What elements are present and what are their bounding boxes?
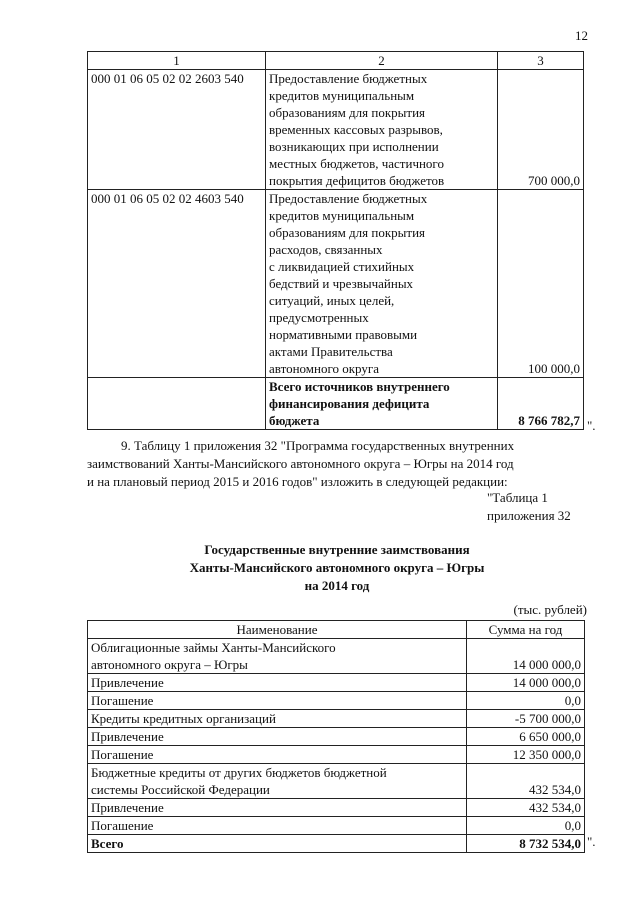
text-line: ситуаций, иных целей, xyxy=(269,293,395,308)
text-line: с ликвидацией стихийных xyxy=(269,259,415,274)
text-line: образованиям для покрытия xyxy=(269,105,426,120)
text-line: системы Российской Федерации xyxy=(91,782,270,797)
title-line: на 2014 год xyxy=(304,578,370,593)
row-amount: 100 000,0 xyxy=(498,190,584,378)
text-line: автономного округа xyxy=(269,361,379,376)
row-name xyxy=(88,764,467,799)
text-line: Всего источников внутреннего xyxy=(269,379,450,394)
column-header: Сумма на год xyxy=(467,621,585,639)
total-label xyxy=(266,378,498,430)
row-description xyxy=(266,190,498,378)
column-header: Наименование xyxy=(88,621,467,639)
table-row xyxy=(88,190,584,378)
text-line: актами Правительства xyxy=(269,344,393,359)
units-label: (тыс. рублей) xyxy=(513,602,587,617)
text-line: покрытия дефицитов бюджетов xyxy=(269,173,445,188)
table-row xyxy=(88,817,585,835)
table-header-row xyxy=(88,621,585,639)
total-amount: 8 732 534,0 xyxy=(467,835,585,853)
text-line: автономного округа – Югры xyxy=(91,657,248,672)
page-number: 12 xyxy=(575,28,588,43)
table-row xyxy=(88,70,584,190)
closing-quote: ". xyxy=(587,418,596,433)
text-line: местных бюджетов, частичного xyxy=(269,156,444,171)
table-total-row xyxy=(88,378,584,430)
table-row xyxy=(88,799,585,817)
column-header: 2 xyxy=(266,52,498,70)
text-line: кредитов муниципальным xyxy=(269,88,415,103)
text-line: Облигационные займы Ханты-Мансийского xyxy=(91,640,336,655)
text-line: бедствий и чрезвычайных xyxy=(269,276,414,291)
row-amount: 432 534,0 xyxy=(467,799,585,817)
row-name: Погашение xyxy=(88,692,467,710)
row-amount: 0,0 xyxy=(467,692,585,710)
table-row xyxy=(88,692,585,710)
row-name: Привлечение xyxy=(88,799,467,817)
text-line: нормативными правовыми xyxy=(269,327,418,342)
text-line: временных кассовых разрывов, xyxy=(269,122,443,137)
row-amount: 432 534,0 xyxy=(467,764,585,799)
row-amount: 14 000 000,0 xyxy=(467,674,585,692)
row-name: Привлечение xyxy=(88,674,467,692)
amendment-paragraph xyxy=(87,437,587,491)
row-amount: 12 350 000,0 xyxy=(467,746,585,764)
row-amount: 14 000 000,0 xyxy=(467,639,585,674)
title-line: Государственные внутренние заимствования xyxy=(204,542,470,557)
table-reference-line: приложения 32 xyxy=(487,508,571,523)
text-line: бюджета xyxy=(269,413,320,428)
text-line: предусмотренных xyxy=(269,310,369,325)
total-amount: 8 766 782,7 xyxy=(498,378,584,430)
text-line: финансирования дефицита xyxy=(269,396,430,411)
closing-quote: ". xyxy=(587,834,596,849)
sources-table xyxy=(87,51,584,430)
text-line: возникающих при исполнении xyxy=(269,139,439,154)
table-row xyxy=(88,639,585,674)
table-row xyxy=(88,710,585,728)
row-name xyxy=(88,639,467,674)
text-line: кредитов муниципальным xyxy=(269,208,415,223)
row-amount: 0,0 xyxy=(467,817,585,835)
table-title xyxy=(87,541,587,595)
table-total-row xyxy=(88,835,585,853)
paragraph-line: и на плановый период 2015 и 2016 годов" изложить в следующей редакции: xyxy=(87,474,508,489)
text-line: Предоставление бюджетных xyxy=(269,71,428,86)
total-label: Всего xyxy=(88,835,467,853)
column-header: 3 xyxy=(498,52,584,70)
borrowings-table xyxy=(87,620,585,853)
table-header-row xyxy=(88,52,584,70)
text-line: Предоставление бюджетных xyxy=(269,191,428,206)
empty-cell xyxy=(88,378,266,430)
table-reference-line: "Таблица 1 xyxy=(487,490,548,505)
paragraph-line: 9. Таблицу 1 приложения 32 "Программа государственных внутренних xyxy=(121,438,515,453)
row-amount: 6 650 000,0 xyxy=(467,728,585,746)
table-row xyxy=(88,728,585,746)
text-line: расходов, связанных xyxy=(269,242,383,257)
row-description xyxy=(266,70,498,190)
title-line: Ханты-Мансийского автономного округа – Югры xyxy=(189,560,485,575)
text-line: Бюджетные кредиты от других бюджетов бюджетной xyxy=(91,765,387,780)
budget-code: 000 01 06 05 02 02 2603 540 xyxy=(88,70,266,190)
table-reference xyxy=(487,489,571,525)
table-row xyxy=(88,764,585,799)
row-amount: 700 000,0 xyxy=(498,70,584,190)
row-name: Привлечение xyxy=(88,728,467,746)
row-name: Кредиты кредитных организаций xyxy=(88,710,467,728)
text-line: образованиям для покрытия xyxy=(269,225,426,240)
column-header: 1 xyxy=(88,52,266,70)
row-name: Погашение xyxy=(88,817,467,835)
table-row xyxy=(88,746,585,764)
budget-code: 000 01 06 05 02 02 4603 540 xyxy=(88,190,266,378)
row-name: Погашение xyxy=(88,746,467,764)
paragraph-line: заимствований Ханты-Мансийского автономного округа – Югры на 2014 год xyxy=(87,456,514,471)
row-amount: -5 700 000,0 xyxy=(467,710,585,728)
table-row xyxy=(88,674,585,692)
